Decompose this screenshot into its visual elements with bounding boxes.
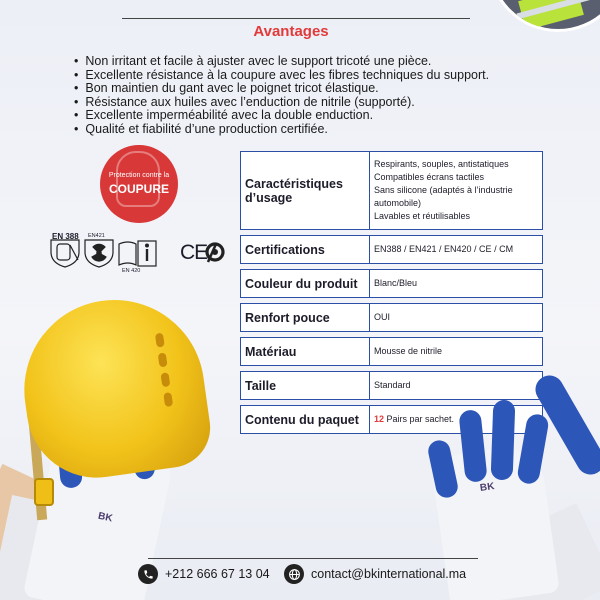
ce-mark-icon: CE [180, 241, 208, 264]
phone-icon [138, 564, 158, 584]
spec-value: Mousse de nitrile [369, 337, 543, 366]
spec-key: Matériau [240, 337, 369, 366]
certification-pictograms [48, 238, 180, 268]
package-quantity: 12 [374, 414, 385, 424]
specifications-table [240, 146, 543, 439]
spec-value-line: Respirants, souples, antistatiques [374, 159, 509, 169]
hand-outline-icon [116, 151, 160, 207]
spec-row [240, 337, 543, 366]
section-title: Avantages [253, 23, 329, 40]
globe-icon [284, 564, 304, 584]
hard-hat-image [13, 288, 216, 486]
spec-key: Caractéristiques d’usage [240, 151, 369, 230]
spec-key: Renfort pouce [240, 303, 369, 332]
advantage-item: • Bon maintien du gant avec le poignet tricot élastique. [74, 82, 489, 96]
spec-value: Blanc/Bleu [369, 269, 543, 298]
spec-value: Standard [369, 371, 543, 400]
en420-label: EN 420 [122, 268, 141, 274]
glove-brand-label: BK [479, 481, 496, 494]
spec-row [240, 371, 543, 400]
spec-value [369, 405, 543, 434]
helmet-vent [160, 372, 170, 387]
badge-label: COUPURE [108, 182, 169, 196]
advantage-item: • Résistance aux huiles avec l’enduction de nitrile (supporté). [74, 96, 489, 110]
phone-contact[interactable] [138, 564, 270, 584]
spec-value: OUI [369, 303, 543, 332]
helmet-vent [163, 392, 173, 407]
certification-icons [48, 230, 228, 275]
badge-caption: Protection contre la [108, 172, 170, 179]
advantages-list [74, 55, 489, 137]
email-address: contact@bkinternational.ma [311, 567, 467, 581]
recycle-icon [204, 240, 226, 264]
footer-divider [148, 558, 478, 559]
en421-label: EN421 [88, 233, 105, 239]
email-contact[interactable] [284, 564, 466, 584]
helmet-vent [158, 352, 168, 367]
spec-key: Couleur du produit [240, 269, 369, 298]
cut-protection-badge [100, 145, 178, 223]
spec-value-line: Sans silicone (adaptés à l’industrie automobile) [374, 185, 513, 208]
spec-row [240, 235, 543, 264]
spec-row [240, 303, 543, 332]
spec-row [240, 151, 543, 230]
helmet-buckle-image [34, 478, 54, 506]
en388-icon [51, 240, 79, 267]
phone-number: +212 666 67 13 04 [165, 567, 270, 581]
en388-label: EN 388 [52, 232, 79, 241]
advantage-item: • Excellente résistance à la coupure avec les fibres techniques du support. [74, 69, 489, 83]
advantage-item: • Non irritant et facile à ajuster avec le support tricoté une pièce. [74, 55, 489, 69]
spec-value [369, 151, 543, 230]
spec-key: Contenu du paquet [240, 405, 369, 434]
spec-key: Taille [240, 371, 369, 400]
glove-finger-image [491, 400, 516, 481]
helmet-vent [155, 333, 165, 348]
spec-value-line: Compatibles écrans tactiles [374, 172, 485, 182]
spec-value: EN388 / EN421 / EN420 / CE / CM [369, 235, 543, 264]
spec-row [240, 269, 543, 298]
glove-brand-label: BK [97, 510, 114, 525]
spec-value-line: Lavables et réutilisables [374, 211, 471, 221]
advantage-item: • Excellente imperméabilité avec la double enduction. [74, 109, 489, 123]
advantage-item: • Qualité et fiabilité d’une production certifiée. [74, 123, 489, 137]
package-unit: Pairs par sachet. [386, 414, 455, 424]
en420-icon [119, 241, 156, 266]
en421-icon [85, 240, 113, 267]
top-divider [122, 18, 470, 19]
spec-key: Certifications [240, 235, 369, 264]
